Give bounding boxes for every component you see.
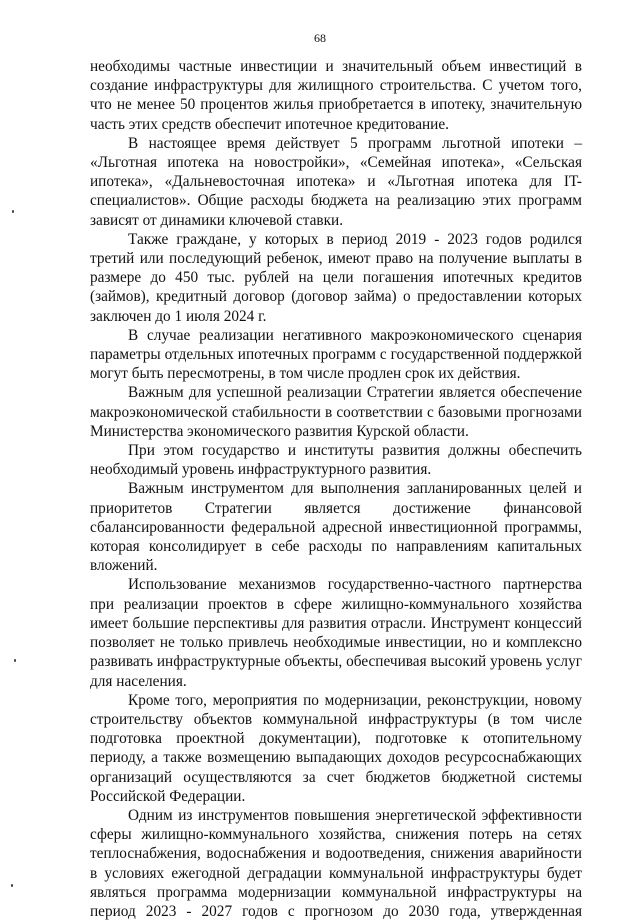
- paragraph-4: В случае реализации негативного макроэкономического сценария параметры отдельных ипотечных программ с государственной поддержкой могут быть пересмотрены, в том числе продлен срок их действия.: [90, 326, 582, 383]
- scan-mark: [11, 884, 13, 887]
- paragraph-1: необходимы частные инвестиции и значительный объем инвестиций в создание инфраструктуры для жилищного строительства. С учетом того, что не менее 50 процентов жилья приобретается в ипотеку, значительную часть этих средств обеспечит ипотечное кредитование.: [90, 58, 582, 133]
- paragraph-7: Важным инструментом для выполнения запланированных целей и приоритетов Стратегии является достижение финансовой сбалансированности федеральной адресной инвестиционной программы, которая консолидирует в себе расходы по направлениям капитальных вложений.: [90, 480, 582, 575]
- paragraph-9: Кроме того, мероприятия по модернизации, реконструкции, новому строительству объектов коммунальной инфраструктуры (в том числе подготовка проектной документации), подготовке к отопительному периоду, а также возмещению выпадающих доходов ресурсоснабжающих организаций осуществляются за счет бюджетов бюджетной системы Российской Федерации.: [90, 691, 582, 805]
- page-number: 68: [314, 31, 326, 45]
- paragraph-6: При этом государство и институты развития должны обеспечить необходимый уровень инфраструктурного развития.: [90, 442, 582, 479]
- paragraph-2: В настоящее время действует 5 программ льготной ипотеки – «Льготная ипотека на новостройки», «Семейная ипотека», «Сельская ипотека», «Дальневосточная ипотека» и «Льготная ипотека для IT-специалистов». Общие расходы бюджета на реализацию этих программ зависят от динамики ключевой ставки.: [90, 134, 582, 229]
- scan-mark: [14, 659, 16, 662]
- paragraph-10: Одним из инструментов повышения энергетической эффективности сферы жилищно-коммунального хозяйства, снижения потерь на сетях теплоснабжения, водоснабжения и водоотведения, снижения аварийности в условиях ежегодной деградации коммунальной инфраструктуры будет являться программа модернизации коммунальной инфраструктуры на период 2023 - 2027 годов с прогнозом до 2030 года, утвержденная: [90, 806, 582, 920]
- scan-mark: [12, 210, 14, 213]
- paragraph-8: Использование механизмов государственно-частного партнерства при реализации проектов в сфере жилищно-коммунального хозяйства имеет большие перспективы для развития отрасли. Инструмент концессий позволяет не только привлечь необходимые инвестиции, но и комплексно развивать инфраструктурные объекты, обеспечивая высокий уровень услуг для населения.: [90, 576, 582, 690]
- body-text: [90, 57, 582, 921]
- paragraph-5: Важным для успешной реализации Стратегии является обеспечение макроэкономической стабильности в соответствии с базовыми прогнозами Министерства экономического развития Курской области.: [90, 384, 582, 440]
- paragraph-3: Также граждане, у которых в период 2019 - 2023 годов родился третий или последующий ребенок, имеют право на получение выплаты в размере до 450 тыс. рублей на цели погашения ипотечных кредитов (займов), кредитный договор (договор займа) о предоставлении которых заключен до 1 июля 2024 г.: [90, 230, 582, 325]
